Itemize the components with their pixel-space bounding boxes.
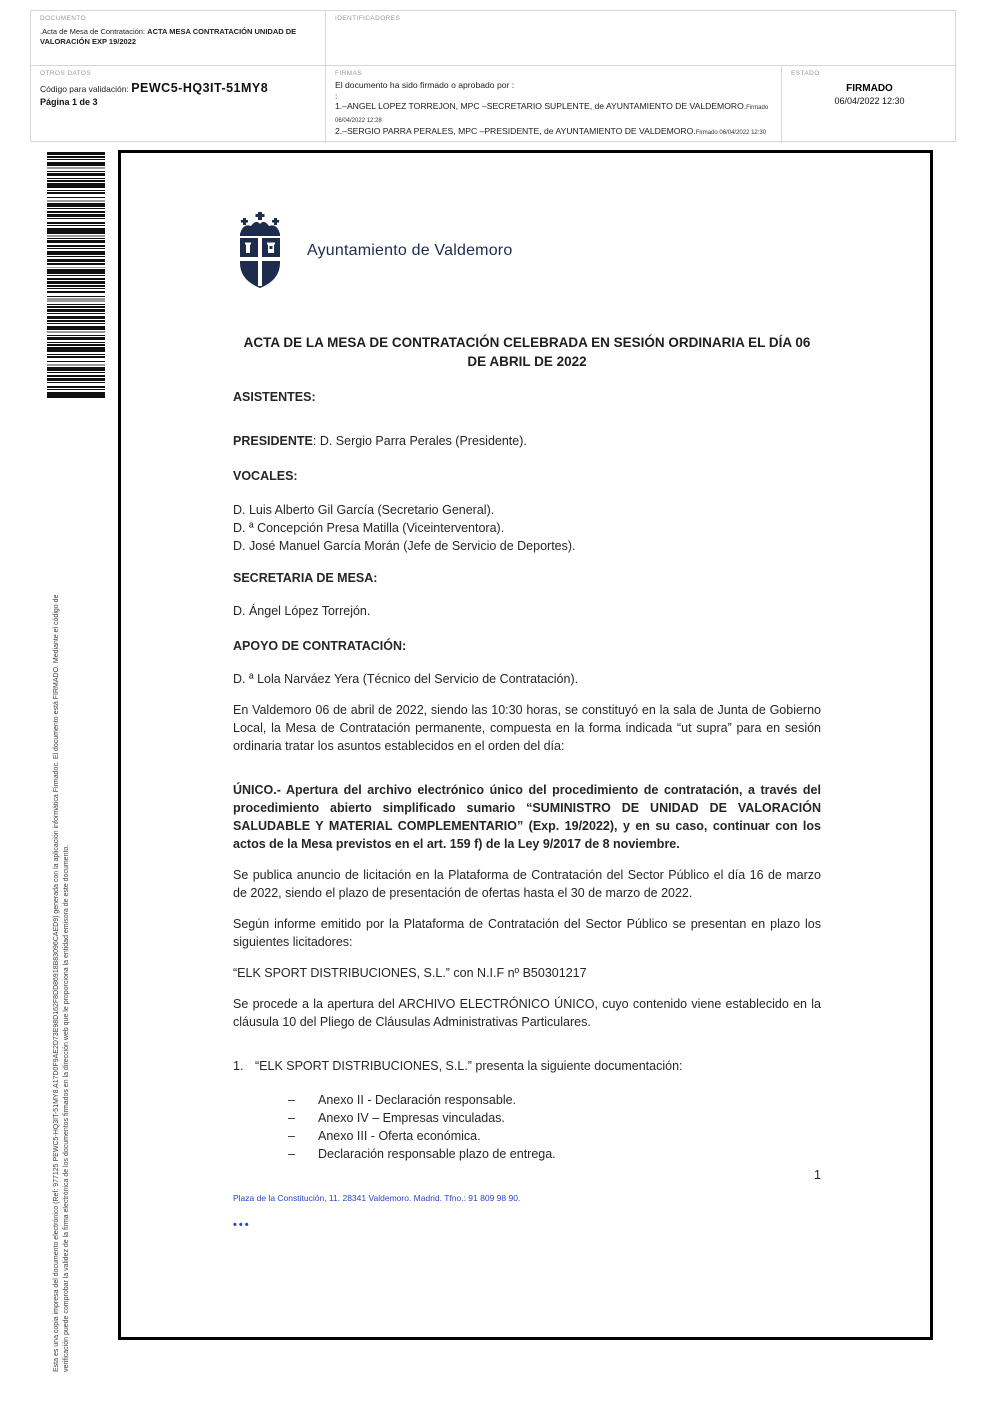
firmas-label: FIRMAS	[335, 70, 362, 77]
vocal-item: D. José Manuel García Morán (Jefe de Servicio de Deportes).	[233, 539, 576, 553]
footer-address: Plaza de la Constitución, 11. 28341 Valdemoro. Madrid. Tfno.: 91 809 98 90.	[233, 1193, 521, 1203]
paragraph-unico: ÚNICO.- Apertura del archivo electrónico único del procedimiento de contratación, a través del procedimiento abierto simplificado sumario “SUMINISTRO DE UNIDAD DE VALORACIÓN SALUDABLE Y MATERIAL COMPLEMENTARIO” (Exp. 19/2022), y en su caso, continuar con los actos de la Mesa previstos en el art. 159 f) de la Ley 9/2017 de 8 noviembre.	[233, 783, 821, 851]
logo-row	[233, 211, 821, 291]
dash-bullet: –	[288, 1129, 295, 1143]
identificadores-label: IDENTIFICADORES	[335, 15, 401, 22]
documento-label: DOCUMENTO	[40, 15, 87, 22]
barcode-bar	[47, 183, 105, 188]
firmas-cell	[326, 66, 781, 143]
paragraph-anuncio: Se publica anuncio de licitación en la Plataforma de Contratación del Sector Público el día 16 de marzo de 2022, siendo el plazo de presentación de ofertas hasta el 30 de marzo de 2022.	[233, 868, 821, 900]
list-item	[288, 1091, 821, 1109]
barcode-bar	[47, 361, 105, 362]
barcode-bar	[47, 335, 105, 336]
firmas-intro: El documento ha sido firmado o aprobado por :	[335, 80, 515, 90]
barcode-bar	[47, 364, 105, 366]
estado-cell	[781, 66, 957, 143]
apoyo-heading: APOYO DE CONTRATACIÓN:	[233, 639, 407, 653]
barcode-bar	[47, 342, 105, 343]
secretaria-name: D. Ángel López Torrejón.	[233, 604, 371, 618]
secretaria-heading: SECRETARIA DE MESA:	[233, 571, 378, 585]
numbered-item-1	[233, 1057, 821, 1075]
barcode-bar	[47, 309, 105, 312]
vocales-heading: VOCALES:	[233, 469, 298, 483]
barcode-bar	[47, 291, 105, 293]
dash-bullet: –	[288, 1093, 295, 1107]
presidente-name: : D. Sergio Parra Perales (Presidente).	[312, 434, 527, 448]
item-text: “ELK SPORT DISTRIBUCIONES, S.L.” presenta la siguiente documentación:	[255, 1059, 683, 1073]
barcode-bar	[47, 267, 105, 268]
firmas-colon: :	[335, 90, 338, 101]
barcode-bar	[47, 159, 105, 160]
barcode-bar	[47, 285, 105, 287]
licitador-line: “ELK SPORT DISTRIBUCIONES, S.L.” con N.I.F nº B50301217	[233, 966, 587, 980]
logo-text: Ayuntamiento de Valdemoro	[307, 242, 513, 259]
barcode-bar	[47, 347, 105, 352]
barcode-bar	[47, 152, 105, 155]
barcode-bar	[47, 171, 105, 172]
otros-datos-label: OTROS DATOS	[40, 70, 92, 77]
validation-header-table	[30, 10, 956, 142]
barcode-bar	[47, 313, 105, 314]
barcode-bar	[47, 288, 105, 289]
barcode-bar	[47, 392, 105, 398]
barcode-bar	[47, 331, 105, 333]
barcode-bar	[47, 214, 105, 217]
barcode-bar	[47, 375, 105, 377]
presidente-label: PRESIDENTE	[233, 434, 313, 448]
document-frame	[118, 150, 933, 1340]
vertical-legal-note	[52, 420, 72, 1372]
list-item-text: Anexo III - Oferta económica.	[318, 1129, 481, 1143]
barcode	[47, 152, 105, 400]
paragraph-intro: En Valdemoro 06 de abril de 2022, siendo las 10:30 horas, se constituyó en la sala de Junta de Gobierno Local, la Mesa de Contratación permanente, compuesta en la forma indicada “ut supra” para en sesión ordinaria tratar los asuntos establecidos en el orden del día:	[233, 703, 821, 753]
barcode-bar	[47, 180, 105, 182]
barcode-bar	[47, 222, 105, 224]
firmas-body	[335, 80, 772, 139]
list-item	[288, 1145, 821, 1163]
list-item-text: Declaración responsable plazo de entrega.	[318, 1147, 556, 1161]
barcode-bar	[47, 304, 105, 305]
barcode-bar	[47, 320, 105, 322]
barcode-bar	[47, 178, 105, 179]
barcode-bar	[47, 208, 105, 209]
barcode-bar	[47, 173, 105, 176]
barcode-bar	[47, 356, 105, 358]
barcode-bar	[47, 367, 105, 371]
identificadores-cell	[326, 11, 957, 66]
barcode-bar	[47, 190, 105, 191]
validation-code-label: Código para validación:	[40, 84, 132, 94]
barcode-bar	[47, 344, 105, 346]
barcode-bar	[47, 281, 105, 284]
barcode-bar	[47, 382, 105, 383]
barcode-bar	[47, 218, 105, 219]
barcode-bar	[47, 251, 105, 255]
signature-2	[335, 126, 772, 139]
list-item	[288, 1127, 821, 1145]
barcode-bar	[47, 269, 105, 274]
documento-text-bold: ACTA MESA CONTRATACIÓN UNIDAD DE VALORACIÓN EXP 19/2022	[40, 27, 297, 46]
paragraph-informe: Según informe emitido por la Plataforma de Contratación del Sector Público se presentan en plazo los siguientes licitadores:	[233, 917, 821, 949]
barcode-bar	[47, 203, 105, 207]
document-checklist	[233, 1091, 821, 1163]
signature-1-stamp: Firmado 06/04/2022 12:28	[335, 105, 769, 124]
barcode-bar	[47, 323, 105, 324]
vertical-legal-line1: Esta es una copia impresa del documento electrónico (Ref: 977125 PEWC5-HQ3IT-51MY8 A17D0F9AE2D73E98D162F8DD86918B83096CAED9) generada con la aplicación informática Firmadoc. El documento está FIRMADO. Mediante el código de	[53, 594, 60, 1372]
estado-label: ESTADO	[791, 70, 820, 77]
vocal-item: D. Luis Alberto Gil García (Secretario General).	[233, 503, 495, 517]
signature-1	[335, 101, 772, 126]
barcode-bar	[47, 263, 105, 265]
barcode-bar	[47, 326, 105, 330]
barcode-bar	[47, 337, 105, 340]
page-number: 1	[814, 1168, 821, 1182]
barcode-bar	[47, 275, 105, 276]
barcode-bar	[47, 278, 105, 280]
barcode-bar	[47, 248, 105, 249]
barcode-bar	[47, 256, 105, 257]
list-item-text: Anexo II - Declaración responsable.	[318, 1093, 517, 1107]
barcode-bar	[47, 192, 105, 194]
documento-text-prefix: .Acta de Mesa de Contratación:	[40, 27, 148, 36]
barcode-bar	[47, 259, 105, 262]
barcode-bar	[47, 211, 105, 213]
documento-text	[40, 27, 316, 47]
barcode-bar	[47, 240, 105, 243]
barcode-bar	[47, 162, 105, 166]
valdemoro-crest-icon	[233, 211, 287, 291]
barcode-bar	[47, 235, 105, 237]
vocales-list	[233, 501, 821, 555]
vertical-legal-line2: verificación puede comprobar la validez de la firma electrónica de los documentos firmados en la dirección web que le proporciona la entidad emisora de este documento.	[63, 844, 70, 1372]
signature-2-stamp: Firmado 06/04/2022 12:30	[695, 130, 767, 136]
barcode-bar	[47, 156, 105, 158]
vocal-item: D. ª Concepción Presa Matilla (Viceinterventora).	[233, 521, 505, 535]
asistentes-heading: ASISTENTES:	[233, 390, 316, 404]
barcode-bar	[47, 298, 105, 302]
barcode-bar	[47, 225, 105, 226]
estado-status: FIRMADO	[846, 83, 893, 94]
barcode-bar	[47, 354, 105, 355]
barcode-bar	[47, 197, 105, 198]
document-title: ACTA DE LA MESA DE CONTRATACIÓN CELEBRADA EN SESIÓN ORDINARIA EL DÍA 06 DE ABRIL DE 2022	[243, 335, 811, 369]
paragraph-apertura: Se procede a la apertura del ARCHIVO ELECTRÓNICO ÚNICO, cuyo contenido viene establecido en la cláusula 10 del Pliego de Cláusulas Administrativas Particulares.	[233, 997, 821, 1029]
barcode-bar	[47, 245, 105, 247]
dash-bullet: –	[288, 1111, 295, 1125]
barcode-bar	[47, 200, 105, 202]
document-content	[233, 153, 821, 1234]
apoyo-name: D. ª Lola Narváez Yera (Técnico del Servicio de Contratación).	[233, 672, 579, 686]
page-indicator: Página 1 de 3	[40, 97, 98, 107]
barcode-bar	[47, 167, 105, 169]
documento-cell	[31, 11, 326, 66]
footer-dots: •••	[233, 1219, 251, 1231]
barcode-bar	[47, 372, 105, 373]
presidente-line	[233, 432, 821, 450]
barcode-bar	[47, 228, 105, 234]
barcode-bar	[47, 306, 105, 308]
item-number: 1.	[233, 1059, 244, 1073]
barcode-bar	[47, 386, 105, 388]
list-item	[288, 1109, 821, 1127]
signature-2-text: 2.–SERGIO PARRA PERALES, MPC –PRESIDENTE, de AYUNTAMIENTO DE VALDEMORO.	[335, 126, 696, 136]
dash-bullet: –	[288, 1147, 295, 1161]
barcode-bar	[47, 389, 105, 390]
barcode-bar	[47, 316, 105, 319]
validation-code-line	[40, 81, 316, 95]
otros-datos-cell	[31, 66, 326, 143]
list-item-text: Anexo IV – Empresas vinculadas.	[318, 1111, 505, 1125]
barcode-bar	[47, 238, 105, 239]
barcode-bar	[47, 296, 105, 297]
barcode-bar	[47, 378, 105, 381]
estado-datetime: 06/04/2022 12:30	[834, 96, 905, 106]
signature-1-text: 1.–ANGEL LOPEZ TORREJON, MPC –SECRETARIO SUPLENTE, de AYUNTAMIENTO DE VALDEMORO.	[335, 101, 747, 111]
validation-code: PEWC5-HQ3IT-51MY8	[131, 81, 269, 95]
